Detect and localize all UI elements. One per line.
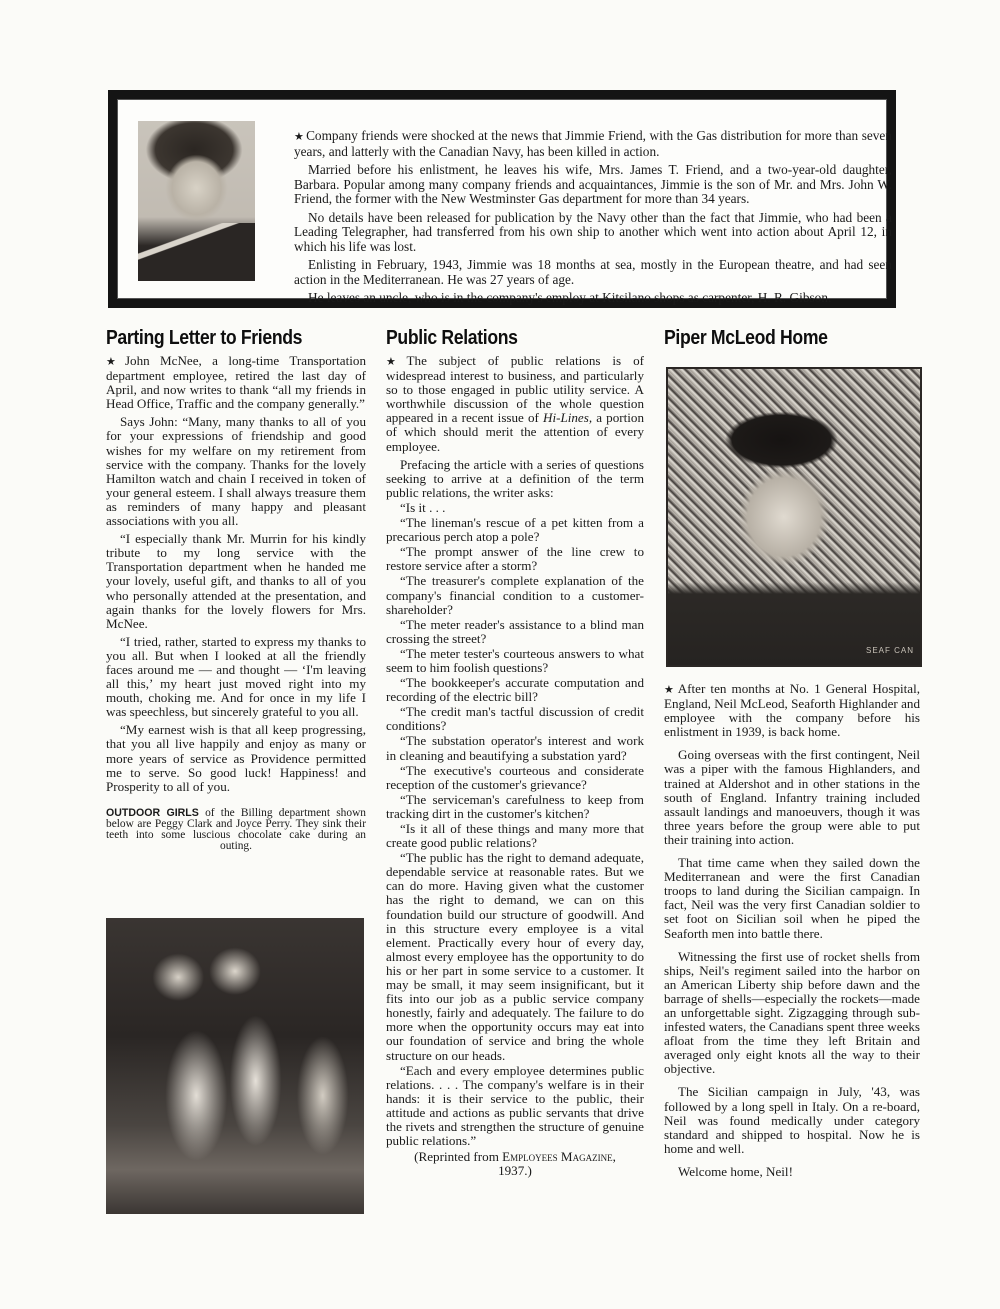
article-paragraph: ★ John McNee, a long-time Transportation department employee, retired the last day of April, and now writes to thank “all my friends in Head Office, Traffic and the company generally.” — [106, 353, 366, 412]
memorial-paragraph: Married before his enlistment, he leaves his wife, Mrs. James T. Friend, and a two-year-old daughter, Barbara. Popular among many company friends and acquaintances, Jimmie is the son of Mr. and Mrs. John W. Friend, the former with the New Westminster Gas department for more than 34 years. — [294, 162, 892, 206]
neil-mcleod-photo — [666, 367, 922, 667]
article-paragraph: The Sicilian campaign in July, '43, was followed by a long spell in Italy. On a re-board, Neil was found medically under category standard and shipped to hospital. Now he is home and well. — [664, 1084, 920, 1156]
reprint-year: 1937.) — [498, 1163, 532, 1179]
article-public-relations — [386, 326, 644, 1178]
article-piper-mcleod — [664, 326, 920, 354]
jimmie-friend-photo — [138, 121, 255, 281]
article-paragraph: ★ The subject of public relations is of widespread interest to business, and particularly so to those engaged in public utility service. A worthwhile discussion of the whole question appeared in a recent issue of Hi-Lines, a portion of which should merit the attention of every employee. — [386, 353, 644, 454]
caption-lead: OUTDOOR GIRLS — [106, 806, 199, 819]
article-parting-letter — [106, 326, 366, 853]
question-item: “The meter reader's assistance to a blind man crossing the street? — [386, 616, 644, 646]
article-paragraph: “My earnest wish is that all keep progressing, that you all live happily and enjoy as many or more years of service as Providence permitted me to serve. So good luck! Happiness! and Prosperity to all of you. — [106, 722, 366, 794]
memorial-frame — [108, 90, 896, 308]
public-relations-body — [386, 354, 644, 1148]
memorial-paragraph: No details have been released for publication by the Navy other than the fact that Jimmie, who had been a Leading Telegrapher, had transferred from his own ship to another which went into action about April 12, in which his life was lost. — [294, 209, 892, 254]
star-bullet-icon: ★ — [294, 130, 305, 143]
headline-parting-letter: Parting Letter to Friends — [106, 326, 303, 349]
piper-mcleod-body-wrap — [664, 682, 920, 1188]
article-paragraph: Says John: “Many, many thanks to all of you for your expressions of friendship and good wishes for my welfare on my retirement from service with the company. Thanks for the lovely Hamilton watch and chain I received in token of your general esteem. I shall always treasure them as reminders of many happy and pleasant associations with you all. — [106, 414, 366, 529]
memorial-paragraph: Enlisting in February, 1943, Jimmie was 18 months at sea, mostly in the European theatre, and had seen action in the Mediterranean. He was 27 years of age. — [294, 257, 892, 287]
question-item: “The bookkeeper's accurate computation and recording of the electric bill? — [386, 675, 644, 705]
memorial-paragraph: ★ Company friends were shocked at the news that Jimmie Friend, with the Gas distribution for more than seven years, and latterly with the Canadian Navy, has been killed in action. — [294, 128, 892, 159]
article-paragraph: “I especially thank Mr. Murrin for his kindly tribute to my long service with the Transportation department when he handed me your lovely, useful gift, and thanks to all of you who personally attended at the presentation, and again thanks for the lovely flowers for Mrs. McNee. — [106, 531, 366, 631]
question-item: “The serviceman's carefulness to keep from tracking dirt in the customer's kitchen? — [386, 791, 644, 821]
article-paragraph: “The public has the right to demand adequate, dependable service at reasonable rates. But we can do more. Having given what the customer has the right to demand, we can on this foundation build our structure of goodwill. And in this structure every employee is a vital element. Practically every hour of every day, almost every employee has the opportunity to do his or her part in some service to a customer. It may be small, it may seem insignificant, but it fits into our job as a public service company honestly, fairly and adequately. The failure to do more when the opportunity occurs may eat into our foundation of service and bring the whole structure on our heads. — [386, 850, 644, 1063]
article-paragraph: Prefacing the article with a series of questions seeking to arrive at a definition of the term public relations, the writer asks: — [386, 456, 644, 500]
article-paragraph: ★ After ten months at No. 1 General Hospital, England, Neil McLeod, Seaforth Highlander and employee with the company before his enlistment in 1939, is back home. — [664, 681, 920, 740]
photo-caption — [106, 808, 366, 853]
article-paragraph: Welcome home, Neil! — [678, 1163, 793, 1179]
article-paragraph: “Each and every employee determines public relations. . . . The company's welfare is in their hands: it is their service to the public, their attitude and actions as public servants that drive the rivets and strengthen the structure of genuine public relations.” — [386, 1062, 644, 1149]
article-paragraph: Witnessing the first use of rocket shells from ships, Neil's regiment sailed into the harbor on an American Liberty ship before dawn and the barrage of shells—especially the rockets—made an unforgettable sight. Zigzagging through sub-infested waters, the Canadians spent three weeks afloat from the time they left Britain and averaged only eight knots all the way to their objective. — [664, 948, 920, 1077]
star-bullet-icon: ★ — [664, 683, 676, 696]
question-item: “The meter tester's courteous answers to what seem to him foolish questions? — [386, 645, 644, 675]
question-item: “The prompt answer of the line crew to restore service after a storm? — [386, 544, 644, 574]
article-paragraph: “I tried, rather, started to express my thanks to you all. But when I looked at all the friendly faces around me — and thought — ‘I'm leaving all this,’ my heart just moved right into my mouth, choking me. And for once in my life I was speechless, but sincerely grateful to you all. — [106, 633, 366, 720]
headline-public-relations: Public Relations — [386, 326, 518, 349]
question-item: “Is it all of these things and many more that create good public relations? — [386, 821, 644, 851]
question-item: “The substation operator's interest and work in cleaning and beautifying a substation yard? — [386, 733, 644, 763]
caption-text: of the Billing department shown below are Peggy Clark and Joyce Perry. They sink their teeth into some luscious chocolate cake during an outing. — [106, 806, 366, 853]
reprint-source: Employees Magazine, — [502, 1149, 616, 1165]
outdoor-girls-photo — [106, 918, 364, 1214]
piper-mcleod-body — [664, 682, 920, 1179]
headline-piper-mcleod: Piper McLeod Home — [664, 326, 828, 349]
memorial-text — [294, 129, 892, 310]
star-bullet-icon: ★ — [106, 355, 123, 368]
article-paragraph: Going overseas with the first contingent, Neil was a piper with the famous Highlanders, and trained at Aldershot and in other stations in the south of England. Infantry training included assault landings and manoeuvers, though it was three years before the group were able to put their training into action. — [664, 747, 920, 847]
memorial-paragraph: He leaves an uncle, who is in the company's employ at Kitsilano shops as carpenter, H. R. Gibson. — [308, 290, 832, 305]
star-bullet-icon: ★ — [386, 355, 405, 368]
reprint-credit: (Reprinted from Employees Magazine, 1937.) — [414, 1149, 616, 1179]
parting-letter-body — [106, 354, 366, 794]
sailor-collar — [138, 223, 255, 281]
question-item: “The treasurer's complete explanation of the company's financial condition to a customer-shareholder? — [386, 573, 644, 617]
question-item: “The credit man's tactful discussion of credit conditions? — [386, 704, 644, 734]
article-paragraph: That time came when they sailed down the Mediterranean and were the first Canadian troops to land during the Sicilian campaign. In fact, Neil was the very first Canadian soldier to set foot on Sicilian soil when he piped the Seaforth men into battle there. — [664, 855, 920, 941]
question-item: “Is it . . . — [400, 499, 446, 515]
question-item: “The lineman's rescue of a pet kitten from a precarious perch atop a pole? — [386, 515, 644, 545]
shoulder-badge: SEAF CAN — [865, 646, 914, 655]
question-item: “The executive's courteous and considerate reception of the customer's grievance? — [386, 762, 644, 792]
